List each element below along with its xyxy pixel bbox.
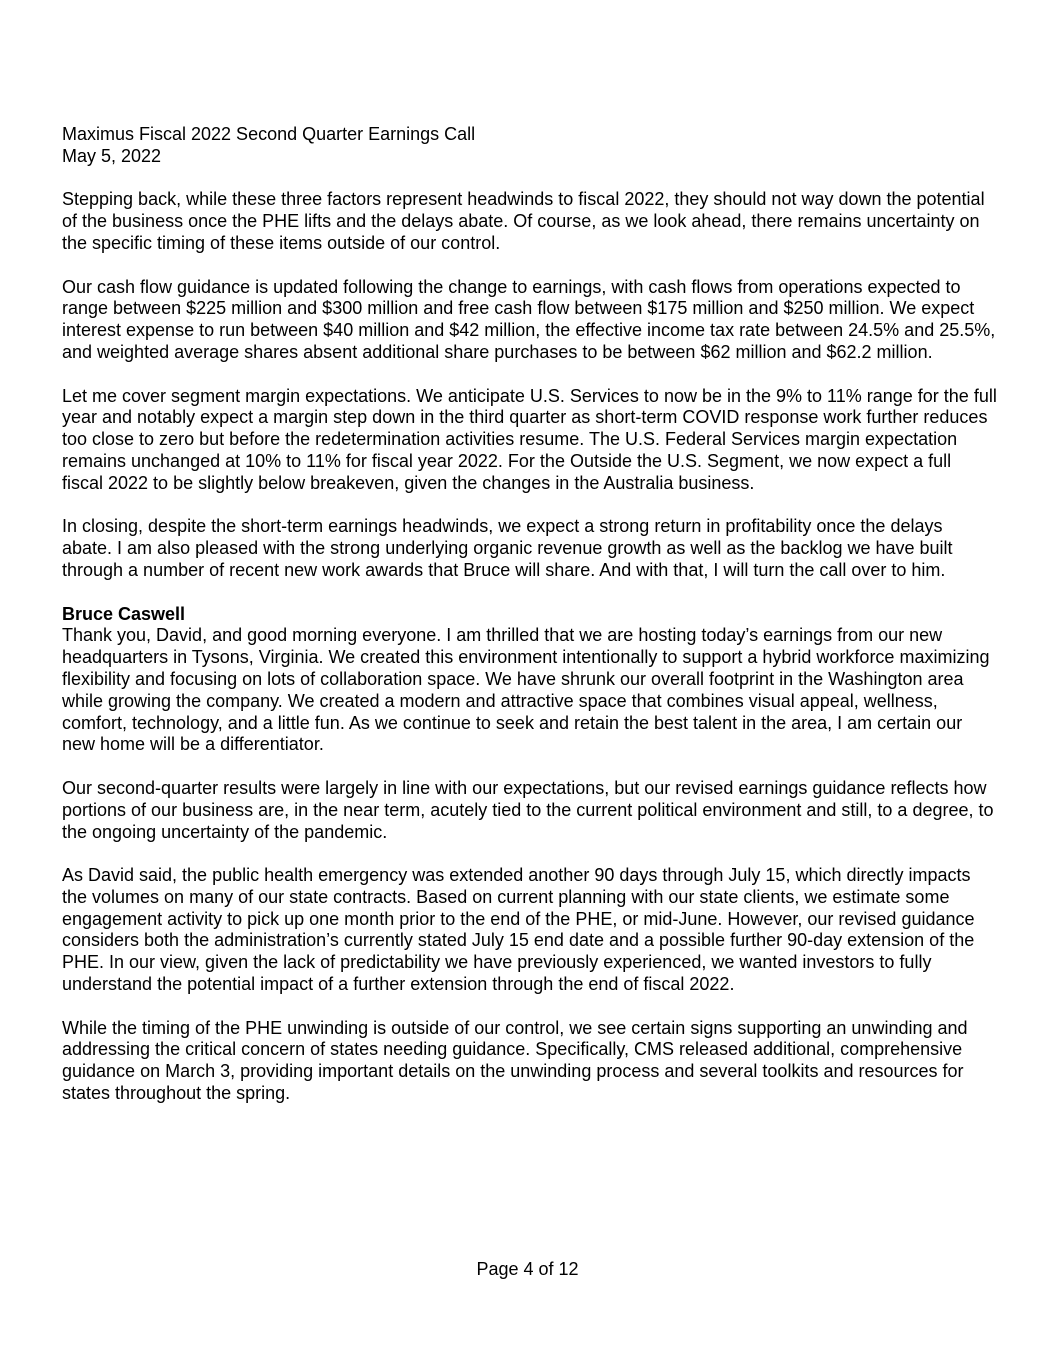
body-paragraph: Stepping back, while these three factors represent headwinds to fiscal 2022, they should not way down the potential of the business once the PHE lifts and the delays abate. Of course, as we look ahead, there remains uncertainty on the specific timing of these items outside of our control. — [62, 189, 985, 253]
speaker-first-paragraph: Thank you, David, and good morning everyone. I am thrilled that we are hosting today’s earnings from our new headquarters in Tysons, Virginia. We created this environment intentionally to support a hybrid workforce maximizing flexibility and focusing on lots of collaboration space. We have shrunk our overall footprint in the Washington area while growing the company. We created a modern and attractive space that combines visual appeal, wellness, comfort, technology, and a little fun. As we continue to seek and retain the best talent in the area, I am certain our new home will be a differentiator. — [62, 625, 990, 755]
body-paragraph: In closing, despite the short-term earnings headwinds, we expect a strong return in profitability once the delays abate. I am also pleased with the strong underlying organic revenue growth as well as the backlog we have built through a number of recent new work awards that Bruce will share. And with that, I will turn the call over to him. — [62, 516, 953, 580]
body-paragraph: Our second-quarter results were largely in line with our expectations, but our revised earnings guidance reflects how portions of our business are, in the near term, acutely tied to the current political environment and still, to a degree, to the ongoing uncertainty of the pandemic. — [62, 777, 994, 842]
speaker-section — [62, 604, 997, 757]
body-paragraph: Our cash flow guidance is updated following the change to earnings, with cash flows from operations expected to range between $225 million and $300 million and free cash flow between $175 million and $250 million. We expect interest expense to run between $40 million and $42 million, the effective income tax rate between 24.5% and 25.5%, and weighted average shares absent additional share purchases to be between $62 million and $62.2 million. — [62, 276, 996, 362]
body-paragraph: Let me cover segment margin expectations. We anticipate U.S. Services to now be in the 9% to 11% range for the full year and notably expect a margin step down in the third quarter as short-term COVID response work further reduces too close to zero but before the redetermination activities resume. The U.S. Federal Services margin expectation remains unchanged at 10% to 11% for fiscal year 2022. For the Outside the U.S. Segment, we now expect a full fiscal 2022 to be slightly below breakeven, given the changes in the Australia business. — [62, 385, 997, 493]
document-date: May 5, 2022 — [62, 145, 162, 166]
body-paragraph: While the timing of the PHE unwinding is outside of our control, we see certain signs supporting an unwinding and addressing the critical concern of states needing guidance. Specifically, CMS released additional, comprehensive guidance on March 3, providing important details on the unwinding process and several toolkits and resources for states throughout the spring. — [62, 1017, 968, 1104]
body-paragraph: As David said, the public health emergency was extended another 90 days through July 15, which directly impacts the volumes on many of our state contracts. Based on current planning with our state clients, we estimate some engagement activity to pick up one month prior to the end of the PHE, or mid-June. However, our revised guidance considers both the administration’s currently stated July 15 end date and a possible further 90-day extension of the PHE. In our view, given the lack of predictability we have previously experienced, we wanted investors to fully understand the potential impact of a further extension through the end of fiscal 2022. — [62, 865, 975, 995]
document-header — [62, 124, 997, 168]
document-page — [62, 124, 997, 1127]
page-number: Page 4 of 12 — [476, 1259, 579, 1279]
document-title: Maximus Fiscal 2022 Second Quarter Earnings Call — [62, 124, 476, 144]
speaker-name: Bruce Caswell — [62, 603, 186, 624]
